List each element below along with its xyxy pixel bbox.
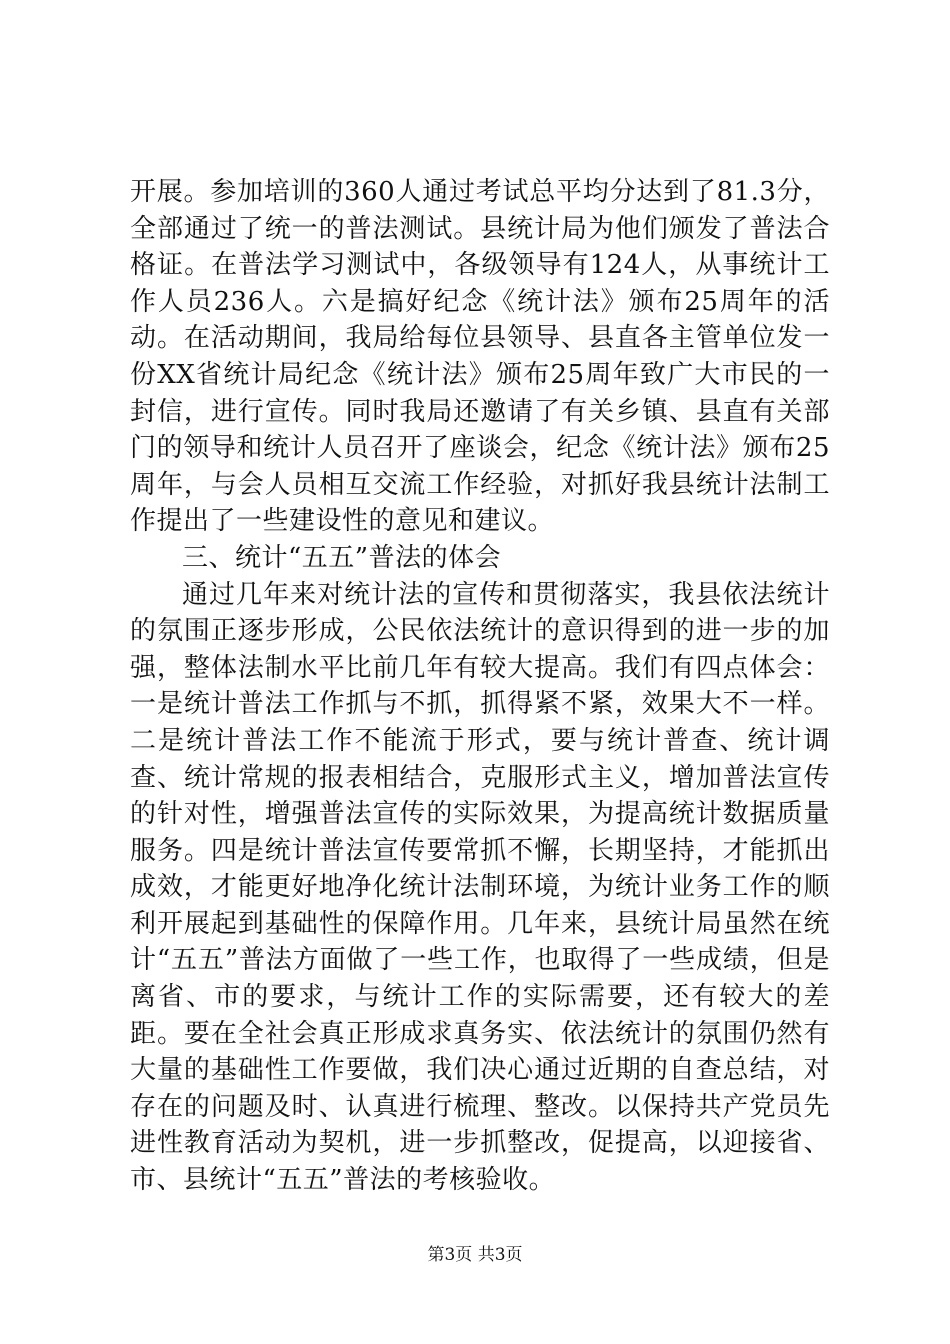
body-paragraph: 开展。参加培训的360人通过考试总平均分达到了81.3分，全部通过了统一的普法测试。县统计局为他们颁发了普法合格证。在普法学习测试中，各级领导有124人，从事统计工作人员236人。六是搞好纪念《统计法》颁布25周年的活动。在活动期间，我局给每位县领导、县直各主管单位发一份XX省统计局纪念《统计法》颁布25周年致广大市民的一封信，进行宣传。同时我局还邀请了有关乡镇、县直有关部门的领导和统计人员召开了座谈会，纪念《统计法》颁布25周年，与会人员相互交流工作经验，对抓好我县统计法制工作提出了一些建设性的意见和建议。	[130, 177, 830, 537]
page-number-label: 第3页 共3页	[427, 1245, 523, 1265]
body-paragraph: 通过几年来对统计法的宣传和贯彻落实，我县依法统计的氛围正逐步形成，公民依法统计的意识得到的进一步的加强，整体法制水平比前几年有较大提高。我们有四点体会：一是统计普法工作抓与不抓，抓得紧不紧，效果大不一样。二是统计普法工作不能流于形式，要与统计普查、统计调查、统计常规的报表相结合，克服形式主义，增加普法宣传的针对性，增强普法宣传的实际效果，为提高统计数据质量服务。四是统计普法宣传要常抓不懈，长期坚持，才能抓出成效，才能更好地净化统计法制环境，为统计业务工作的顺利开展起到基础性的保障作用。几年来，县统计局虽然在统计“五五”普法方面做了一些工作，也取得了一些成绩，但是离省、市的要求，与统计工作的实际需要，还有较大的差距。要在全社会真正形成求真务实、依法统计的氛围仍然有大量的基础性工作要做，我们决心通过近期的自查总结，对存在的问题及时、认真进行梳理、整改。以保持共产党员先进性教育活动为契机，进一步抓整改，促提高，以迎接省、市、县统计“五五”普法的考核验收。	[130, 579, 830, 1196]
document-body	[130, 174, 830, 1199]
page-footer	[0, 1244, 950, 1266]
section-heading: 三、统计“五五”普法的体会	[182, 542, 502, 573]
